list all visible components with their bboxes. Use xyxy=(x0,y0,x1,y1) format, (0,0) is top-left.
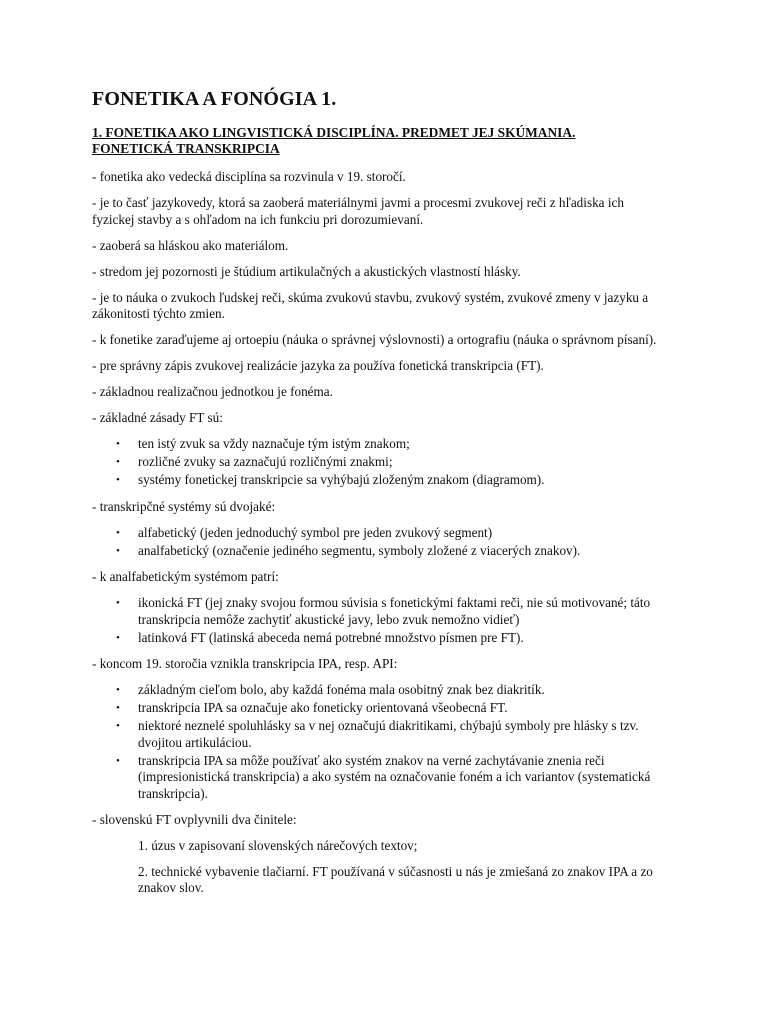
paragraph-8: - základnou realizačnou jednotkou je fonéma. xyxy=(92,384,333,399)
paragraph-10: - transkripčné systémy sú dvojaké: xyxy=(92,498,276,514)
list-item xyxy=(116,752,664,803)
section-heading-line-2: FONETICKÁ TRANSKRIPCIA xyxy=(92,141,280,156)
paragraph-9: - základné zásady FT sú: xyxy=(92,410,223,425)
transcription-systems-list xyxy=(92,525,664,560)
list-item-text: základným cieľom bolo, aby každá fonéma mala osobitný znak bez diakritík. xyxy=(138,682,545,697)
bullet-icon: • xyxy=(116,526,120,539)
list-item-text: alfabetický (jeden jednoduchý symbol pre jeden zvukový segment) xyxy=(138,524,493,540)
paragraph-4: - stredom jej pozornosti je štúdium artikulačných a akustických vlastností hlásky. xyxy=(92,263,521,279)
list-item xyxy=(116,472,664,489)
bullet-icon: • xyxy=(116,631,120,644)
list-item-text: transkripcia IPA sa označuje ako foneticky orientovaná všeobecná FT. xyxy=(138,700,508,715)
list-item-text: niektoré neznelé spoluhlásky sa v nej označujú diakritikami, chýbajú symboly pre hlásky s tzv. dvojitou artikuláciou. xyxy=(138,718,639,750)
list-item xyxy=(116,454,664,471)
list-item xyxy=(116,682,664,699)
list-item xyxy=(116,629,664,647)
list-item-text: systémy fonetickej transkripcie sa vyhýbajú zloženým znakom (diagramom). xyxy=(138,472,545,487)
numbered-item-1: 1. úzus v zapisovaní slovenských nárečových textov; xyxy=(138,838,418,853)
bullet-icon: • xyxy=(116,720,120,732)
list-item-text: analfabetický (označenie jediného segmentu, symboly zložené z viacerých znakov). xyxy=(138,542,581,558)
bullet-icon: • xyxy=(116,456,120,468)
paragraph-13: - slovenskú FT ovplyvnili dva činitele: xyxy=(92,812,297,827)
paragraph-7: - pre správny zápis zvukovej realizácie jazyka za používa fonetická transkripcia (FT). xyxy=(92,358,544,373)
list-item-text: latinková FT (latinská abeceda nemá potrebné množstvo písmen pre FT). xyxy=(138,629,524,645)
paragraph-5: - je to náuka o zvukoch ľudskej reči, skúma zvukovú stavbu, zvukový systém, zvukové zmeny v jazyku a zákonitosti týchto zmien. xyxy=(92,289,649,321)
section-heading-line-1: 1. FONETIKA AKO LINGVISTICKÁ DISCIPLÍNA. PREDMET JEJ SKÚMANIA. xyxy=(92,125,576,140)
list-item xyxy=(116,595,664,628)
list-item xyxy=(116,718,664,751)
bullet-icon: • xyxy=(116,702,120,714)
ipa-list xyxy=(92,682,664,802)
bullet-icon: • xyxy=(116,597,120,609)
paragraph-1: - fonetika ako vedecká disciplína sa rozvinula v 19. storočí. xyxy=(92,169,406,184)
paragraph-3: - zaoberá sa hláskou ako materiálom. xyxy=(92,237,289,253)
document-title: FONETIKA A FONÓGIA 1. xyxy=(92,88,337,110)
paragraph-6: - k fonetike zaraďujeme aj ortoepiu (náuka o správnej výslovnosti) a ortografiu (náuka o správnom písaní). xyxy=(92,332,657,347)
bullet-icon: • xyxy=(116,754,120,767)
list-item xyxy=(116,436,664,453)
list-item xyxy=(116,700,664,717)
list-item xyxy=(116,542,664,560)
list-item-text: rozličné zvuky sa zaznačujú rozličnými znakmi; xyxy=(138,454,393,469)
list-item-text: transkripcia IPA sa môže používať ako systém znakov na verné zachytávanie znenia reči (impresionistická transkripcia) a ako systém na označovanie foném a ich variantov (systematická transkripcia). xyxy=(138,752,651,801)
list-item-text: ikonická FT (jej znaky svojou formou súvisia s fonetickými faktami reči, nie sú motivované; táto transkripcia nemôže zachytiť akustické javy, lebo zvuk nemožno vidieť) xyxy=(138,595,651,627)
bullet-icon: • xyxy=(116,544,120,557)
paragraph-12: - koncom 19. storočia vznikla transkripcia IPA, resp. API: xyxy=(92,656,398,671)
paragraph-2: - je to časť jazykovedy, ktorá sa zaoberá materiálnymi javmi a procesmi zvukovej reči z hľadiska ich fyzickej stavby a s ohľadom na ich funkciu pri dorozumievaní. xyxy=(92,195,624,227)
bullet-icon: • xyxy=(116,684,120,696)
bullet-icon: • xyxy=(116,474,120,486)
analphabetic-systems-list xyxy=(92,595,664,646)
numbered-item-2: 2. technické vybavenie tlačiarní. FT používaná v súčasnosti u nás je zmiešaná zo znakov IPA a zo znakov slov. xyxy=(138,863,653,895)
list-item xyxy=(116,524,664,542)
ft-principles-list xyxy=(92,436,664,489)
list-item-text: ten istý zvuk sa vždy naznačuje tým istým znakom; xyxy=(138,436,410,451)
bullet-icon: • xyxy=(116,438,120,450)
paragraph-11: - k analfabetickým systémom patrí: xyxy=(92,569,279,584)
section-heading xyxy=(92,125,664,157)
